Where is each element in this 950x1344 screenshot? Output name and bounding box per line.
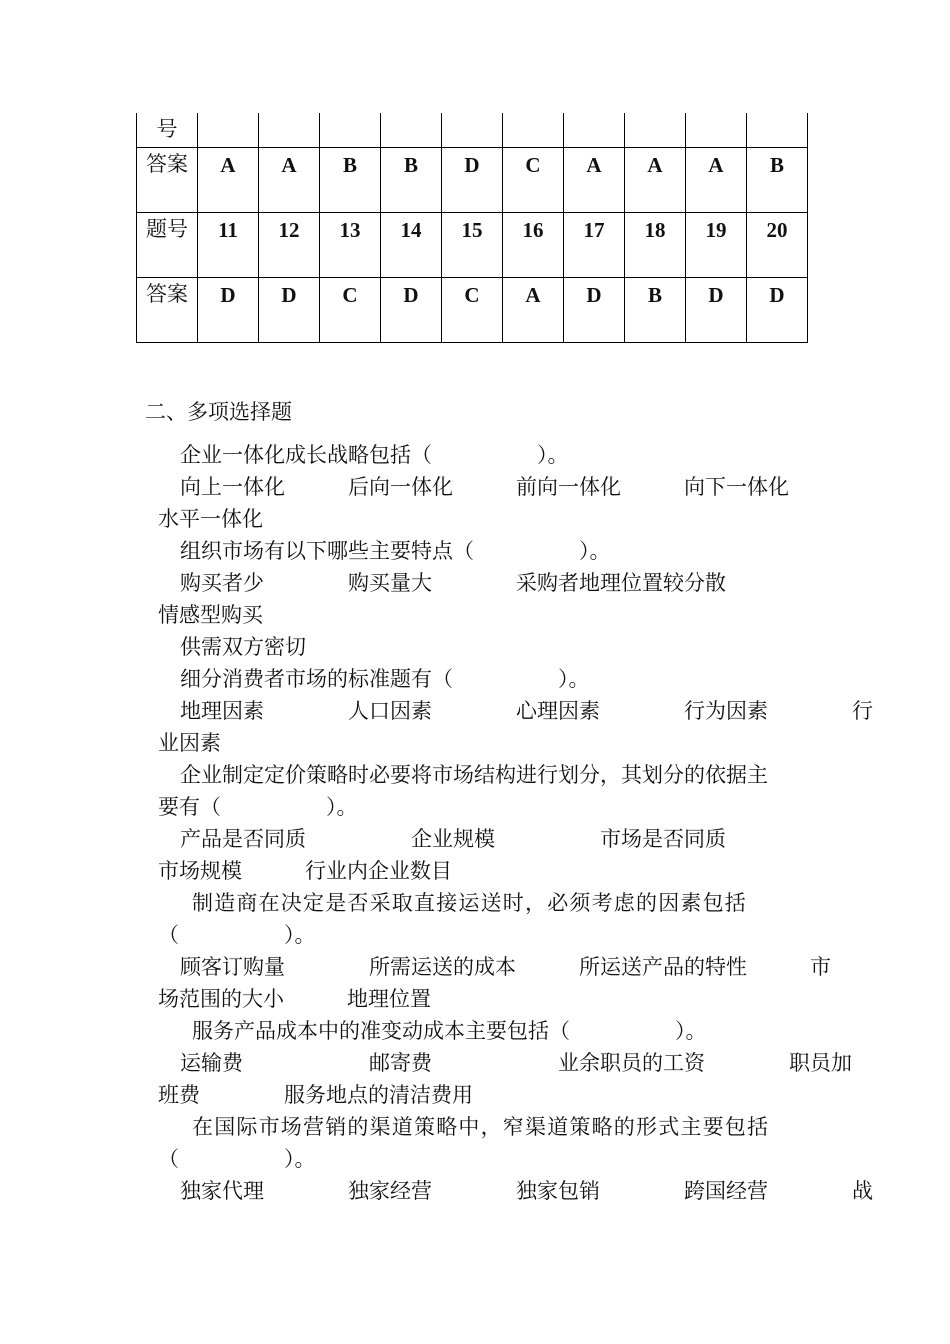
answer-cell: 15 [442, 213, 503, 278]
question-5-stem-cont: （ ）。 [158, 923, 316, 947]
answer-cell: D [747, 278, 808, 343]
section-heading: 二、多项选择题 [145, 400, 292, 424]
question-1-stem: 企业一体化成长战略包括（ ）。 [180, 443, 569, 467]
answer-cell: 20 [747, 213, 808, 278]
question-4-stem: 企业制定定价策略时必要将市场结构进行划分，其划分的依据主 [180, 763, 768, 787]
answer-cell: 14 [381, 213, 442, 278]
answer-cell: A [625, 148, 686, 213]
answer-cell: 19 [686, 213, 747, 278]
answer-cell: B [381, 148, 442, 213]
answer-cell: 13 [320, 213, 381, 278]
answer-cell: B [625, 278, 686, 343]
answer-cell [198, 113, 259, 148]
answer-table-row [137, 148, 808, 213]
answer-cell: 11 [198, 213, 259, 278]
answer-cell: 12 [259, 213, 320, 278]
question-6-options-cont: 班费 服务地点的清洁费用 [158, 1083, 473, 1107]
answer-table-row [137, 213, 808, 278]
question-6-options: 运输费 邮寄费 业余职员的工资 职员加 [180, 1051, 852, 1075]
question-4-options-cont: 市场规模 行业内企业数目 [158, 859, 452, 883]
answer-cell: D [442, 148, 503, 213]
question-2-options: 购买者少 购买量大 采购者地理位置较分散 [180, 571, 726, 595]
question-4-stem-cont: 要有（ ）。 [158, 795, 358, 819]
question-2-options-cont: 供需双方密切 [180, 635, 306, 659]
question-2-stem: 组织市场有以下哪些主要特点（ ）。 [180, 539, 611, 563]
answer-table-body [137, 113, 808, 343]
question-5-stem: 制造商在决定是否采取直接运送时，必须考虑的因素包括 [192, 891, 747, 915]
answer-cell [381, 113, 442, 148]
answer-table [136, 113, 808, 343]
answer-cell: 18 [625, 213, 686, 278]
answer-cell: A [259, 148, 320, 213]
question-7-stem: 在国际市场营销的渠道策略中，窄渠道策略的形式主要包括 [192, 1115, 770, 1139]
answer-table-row [137, 278, 808, 343]
question-1-options: 向上一体化 后向一体化 前向一体化 向下一体化 [180, 475, 789, 499]
answer-cell: D [686, 278, 747, 343]
question-7-stem-cont: （ ）。 [158, 1147, 316, 1171]
answer-cell: D [259, 278, 320, 343]
row-label: 号 [137, 113, 198, 148]
answer-cell: A [198, 148, 259, 213]
answer-cell: A [686, 148, 747, 213]
answer-cell: B [747, 148, 808, 213]
question-3-options: 地理因素 人口因素 心理因素 行为因素 行 [180, 699, 873, 723]
row-label: 答案 [137, 148, 198, 213]
question-2-options-cont: 情感型购买 [158, 603, 263, 627]
question-7-options: 独家代理 独家经营 独家包销 跨国经营 战 [180, 1179, 873, 1203]
answer-cell [320, 113, 381, 148]
answer-cell: B [320, 148, 381, 213]
question-6-stem: 服务产品成本中的准变动成本主要包括（ ）。 [192, 1019, 707, 1043]
answer-cell: A [564, 148, 625, 213]
answer-cell [442, 113, 503, 148]
question-3-stem: 细分消费者市场的标准题有（ ）。 [180, 667, 590, 691]
answer-cell: 17 [564, 213, 625, 278]
row-label: 题号 [137, 213, 198, 278]
answer-cell: 16 [503, 213, 564, 278]
answer-table-row [137, 113, 808, 148]
answer-cell [686, 113, 747, 148]
answer-cell: D [564, 278, 625, 343]
answer-cell [259, 113, 320, 148]
question-3-options-cont: 业因素 [158, 731, 221, 755]
answer-cell [564, 113, 625, 148]
question-5-options: 顾客订购量 所需运送的成本 所运送产品的特性 市 [180, 955, 831, 979]
answer-cell [747, 113, 808, 148]
answer-cell: C [503, 148, 564, 213]
question-1-options-cont: 水平一体化 [158, 507, 263, 531]
row-label: 答案 [137, 278, 198, 343]
answer-cell [503, 113, 564, 148]
answer-cell: C [442, 278, 503, 343]
answer-cell: C [320, 278, 381, 343]
question-4-options: 产品是否同质 企业规模 市场是否同质 [180, 827, 726, 851]
answer-cell [625, 113, 686, 148]
answer-cell: A [503, 278, 564, 343]
answer-cell: D [198, 278, 259, 343]
question-5-options-cont: 场范围的大小 地理位置 [158, 987, 431, 1011]
answer-cell: D [381, 278, 442, 343]
